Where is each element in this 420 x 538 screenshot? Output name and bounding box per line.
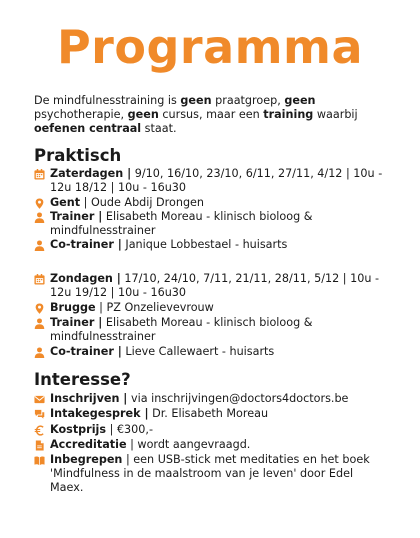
intro-text: psychotherapie, <box>34 108 128 121</box>
inbegrepen-text: | een USB-stick met meditaties en het boek 'Mindfulness in de maalstroom van je leven' door Edel Maex. <box>50 453 370 494</box>
intakegesprek-row <box>34 407 384 421</box>
intro-bold: geen <box>180 94 212 107</box>
location-text: | PZ Onzelievevrouw <box>95 301 214 314</box>
intro-bold: training <box>263 108 314 121</box>
praktisch-heading: Praktisch <box>34 146 122 165</box>
intakegesprek-label: Intakegesprek | <box>50 407 149 420</box>
document-icon <box>34 440 45 451</box>
intro-paragraph <box>34 94 384 136</box>
location-label: Brugge <box>50 301 96 314</box>
euro-icon <box>34 425 45 436</box>
map-pin-icon <box>34 198 45 209</box>
cotrainer-label: Co-trainer | <box>50 238 122 251</box>
dates-row <box>34 167 384 195</box>
intro-bold: oefenen centraal <box>34 122 142 135</box>
trainer-label: Trainer | <box>50 316 103 329</box>
intro-text: praatgroep, <box>211 94 285 107</box>
cotrainer-text: Lieve Callewaert - huisarts <box>121 345 275 358</box>
person-icon <box>34 347 45 358</box>
chat-icon <box>34 409 45 420</box>
inschrijven-row <box>34 392 384 406</box>
dates-label: Zaterdagen | <box>50 167 132 180</box>
accreditatie-row <box>34 438 384 452</box>
accreditatie-text: | wordt aangevraagd. <box>126 438 251 451</box>
person-icon <box>34 318 45 329</box>
page-title: Programma <box>56 20 364 74</box>
inschrijven-label: Inschrijven | <box>50 392 128 405</box>
kostprijs-text: | €300,- <box>106 423 153 436</box>
location-text: | Oude Abdij Drongen <box>80 196 205 209</box>
calendar-icon <box>34 169 45 180</box>
kostprijs-label: Kostprijs <box>50 423 107 436</box>
calendar-icon <box>34 274 45 285</box>
trainer-row <box>34 210 384 238</box>
cotrainer-row <box>34 238 384 252</box>
inbegrepen-label: Inbegrepen <box>50 453 123 466</box>
intro-text: staat. <box>141 122 177 135</box>
intro-text: De mindfulnesstraining is <box>34 94 181 107</box>
intro-text: cursus, maar een <box>158 108 264 121</box>
interesse-heading: Interesse? <box>34 370 131 389</box>
trainer-text: Elisabeth Moreau - klinisch bioloog & mindfulnesstrainer <box>50 210 313 237</box>
cotrainer-row <box>34 345 384 359</box>
envelope-icon <box>34 394 45 405</box>
intro-bold: geen <box>284 94 316 107</box>
dates-label: Zondagen | <box>50 272 121 285</box>
dates-text: 17/10, 24/10, 7/11, 21/11, 28/11, 5/12 | 10u - 12u 19/12 | 10u - 16u30 <box>50 272 380 299</box>
person-icon <box>34 240 45 251</box>
location-row <box>34 301 384 315</box>
book-icon <box>34 455 45 466</box>
dates-text: 9/10, 16/10, 23/10, 6/11, 27/11, 4/12 | 10u - 12u 18/12 | 10u - 16u30 <box>50 167 383 194</box>
map-pin-icon <box>34 303 45 314</box>
intakegesprek-text: Dr. Elisabeth Moreau <box>148 407 269 420</box>
trainer-text: Elisabeth Moreau - klinisch bioloog & mindfulnesstrainer <box>50 316 313 343</box>
trainer-label: Trainer | <box>50 210 103 223</box>
cotrainer-label: Co-trainer | <box>50 345 122 358</box>
kostprijs-row <box>34 423 384 437</box>
location-label: Gent <box>50 196 81 209</box>
person-icon <box>34 212 45 223</box>
intro-bold: geen <box>127 108 159 121</box>
inbegrepen-row <box>34 453 384 495</box>
inschrijven-text: via inschrijvingen@doctors4doctors.be <box>127 392 349 405</box>
location-row <box>34 196 384 210</box>
intro-text: waarbij <box>313 108 358 121</box>
cotrainer-text: Janique Lobbestael - huisarts <box>121 238 288 251</box>
dates-row <box>34 272 384 300</box>
trainer-row <box>34 316 384 344</box>
accreditatie-label: Accreditatie <box>50 438 127 451</box>
